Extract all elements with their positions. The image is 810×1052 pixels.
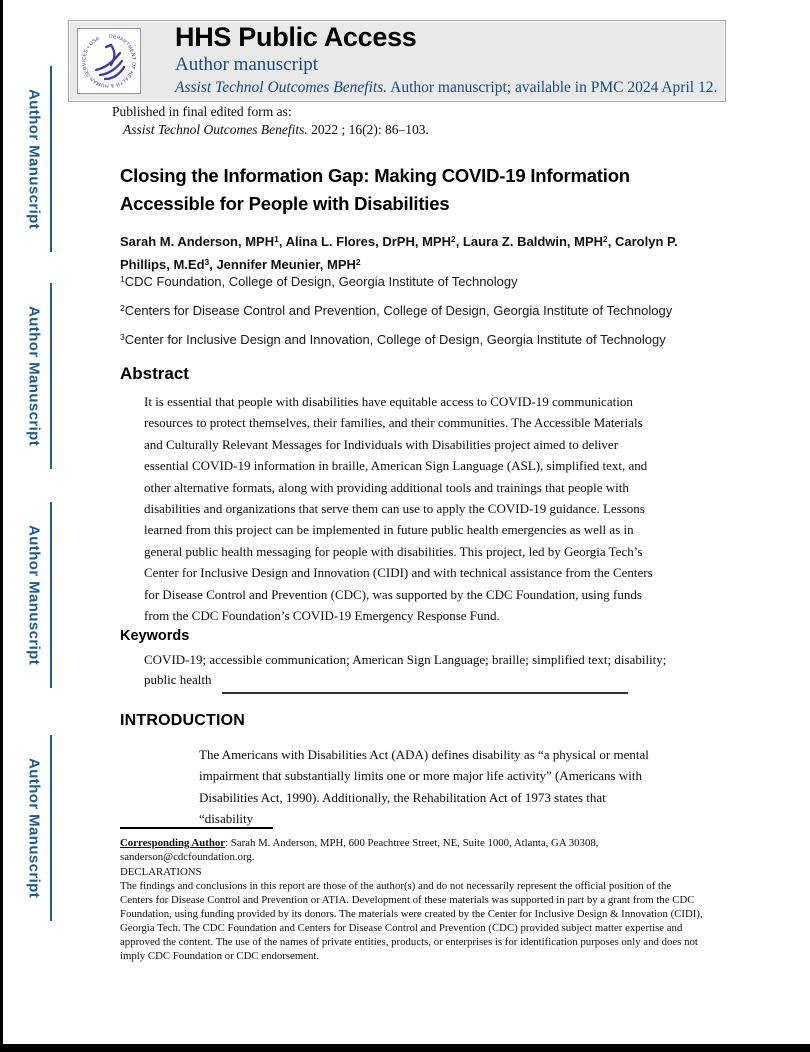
citation-volume-pages: 2022 ; 16(2): 86–103. [307, 122, 429, 137]
affiliation-text: Center for Inclusive Design and Innovation, College of Design, Georgia Institute of Technology [124, 332, 666, 347]
author-manuscript-vertical-label: Author Manuscript [25, 524, 43, 666]
sidebar-strip-2 [18, 283, 52, 469]
hhs-logo-ring-text: DEPARTMENT OF HEALTH & HUMAN SERVICES • USA [81, 33, 137, 89]
affiliation [120, 331, 740, 350]
author-separator: , [455, 234, 463, 249]
author [463, 234, 615, 249]
sidebar-strip-4 [18, 735, 52, 921]
introduction-heading: INTRODUCTION [120, 712, 246, 729]
section-divider-rule [222, 692, 628, 694]
affiliation-text: CDC Foundation, College of Design, Georgia Institute of Technology [124, 274, 518, 289]
author-name: Jennifer Meunier, MPH [216, 257, 356, 272]
citation-block [112, 104, 429, 138]
author-separator: , [607, 234, 615, 249]
hhs-logo [77, 28, 141, 94]
footnote-block [120, 827, 704, 963]
hhs-logo-icon [80, 32, 138, 90]
author [216, 257, 360, 272]
author-separator: , [278, 234, 286, 249]
author-name: Sarah M. Anderson, MPH [120, 234, 275, 249]
author-affil-sup: 2 [355, 257, 361, 268]
footnote-rule [120, 827, 273, 829]
affiliation-text: Centers for Disease Control and Prevention, College of Design, Georgia Institute of Technology [124, 303, 673, 318]
page-left-edge [0, 0, 3, 1052]
hhs-eagle-icon [96, 45, 124, 79]
affiliation [120, 302, 740, 321]
banner-title: HHS Public Access [175, 22, 417, 52]
introduction-text: The Americans with Disabilities Act (ADA) defines disability as “a physical or mental impairment that substantially limits one or more major life activity” (Americans with Disabilities Act, 1990). Additionally, the Rehabilitation Act of 1973 states that “disability [199, 747, 649, 827]
author [286, 234, 463, 249]
banner-text [175, 22, 717, 97]
abstract-heading: Abstract [120, 364, 189, 383]
author-manuscript-vertical-label: Author Manuscript [25, 757, 43, 899]
banner-subtitle: Author manuscript [175, 54, 319, 75]
banner-journal-name: Assist Technol Outcomes Benefits. [175, 79, 388, 96]
corresponding-author-label: Corresponding Author [120, 837, 226, 849]
declarations-heading: DECLARATIONS [120, 866, 202, 878]
published-line: Published in final edited form as: [112, 104, 292, 119]
corresponding-author-note [120, 836, 704, 864]
sidebar-strip-1 [18, 66, 52, 252]
citation-journal-name: Assist Technol Outcomes Benefits. [123, 122, 308, 137]
affiliation-sup: 1 [120, 274, 125, 285]
author-affil-sup: 2 [603, 234, 608, 245]
hhs-public-access-banner [68, 20, 726, 102]
author-manuscript-vertical-label: Author Manuscript [25, 88, 43, 230]
journal-citation [123, 122, 429, 138]
abstract-text: It is essential that people with disabilities have equitable access to COVID-19 communication resources to protect themselves, their families, and their communities. The Accessible Materials and Culturally Relevant Messages for Individuals with Disabilities project aimed to deliver essential COVID-19 information in braille, American Sign Language (ASL), simplified text, and other alternative formats, along with providing additional tools and trainings that people with disabilities and organizations that serve them can use to apply the COVID-19 guidance. Lessons learned from this project can be implemented in future public health emergencies as well as in general public health messaging for people with disabilities. This project, led by Georgia Tech’s Center for Inclusive Design and Innovation (CIDI) and with technical assistance from the Centers for Disease Control and Prevention (CDC), was supported by the CDC Foundation, using funds from the CDC Foundation’s COVID-19 Emergency Response Fund. [144, 394, 653, 624]
keywords-heading: Keywords [120, 628, 190, 644]
author-name: Laura Z. Baldwin, MPH [462, 234, 604, 249]
affiliation-list [120, 273, 740, 360]
affiliation-sup: 3 [120, 332, 125, 343]
author-separator: , [209, 257, 217, 272]
banner-availability: Author manuscript; available in PMC 2024 April 12. [387, 79, 718, 96]
sidebar-strip-3 [18, 502, 52, 688]
svg-text:DEPARTMENT OF HEALTH & HUMAN S [81, 33, 136, 88]
author-affil-sup: 1 [274, 234, 279, 245]
author-list [120, 231, 720, 277]
author-manuscript-vertical-label: Author Manuscript [25, 305, 43, 447]
corresponding-author-text: : Sarah M. Anderson, MPH, 600 Peachtree Street, NE, Suite 1000, Atlanta, GA 30308, sanderson@cdcfoundation.org. [120, 837, 599, 863]
affiliation-sup: 2 [120, 303, 125, 314]
banner-journal-line [175, 79, 717, 97]
author-affil-sup: 3 [204, 257, 210, 268]
author-name: Carolyn P. Phillips, M.Ed [120, 234, 678, 272]
affiliation [120, 273, 740, 292]
author-name: Alina L. Flores, DrPH, MPH [285, 234, 451, 249]
page-bottom-edge [0, 1044, 810, 1052]
author-affil-sup: 2 [450, 234, 456, 245]
author [120, 234, 286, 249]
article-title: Closing the Information Gap: Making COVID-19 Information Accessible for People with Disabilities [120, 165, 630, 214]
declarations-text: The findings and conclusions in this report are those of the author(s) and do not necessarily represent the official position of the Centers for Disease Control and Prevention or ATIA. Development of these materials was supported in part by a grant from the CDC Foundation, using funding provided by its donors. The materials were created by the Center for Inclusive Design & Innovation (CIDI), Georgia Tech. The CDC Foundation and Centers for Disease Control and Prevention (CDC) provided subject matter expertise and approved the content. The use of the names of private entities, products, or enterprises is for identification purposes only and does not imply CDC Foundation or CDC endorsement. [120, 880, 703, 962]
keywords-text: COVID-19; accessible communication; American Sign Language; braille; simplified text; disability; public health [144, 652, 667, 687]
